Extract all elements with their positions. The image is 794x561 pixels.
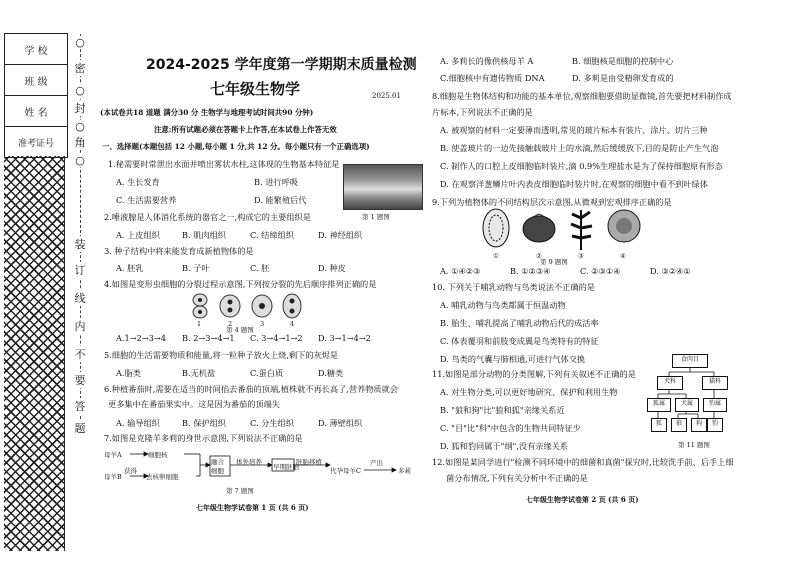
q4-caption: 第 4 题图 (226, 326, 254, 334)
fold-char: 装 (69, 236, 91, 252)
q9-option-c: C. ②③①④ (580, 266, 621, 276)
q7-fusion-2: 细胞 (211, 467, 224, 475)
q7-option-d: D. 多莉是由受精卵发育成的 (572, 73, 674, 83)
q8-option-c: C. 制作人的口腔上皮细胞临时装片,滴 0.9%生理盐水是为了保持细胞原有形态 (440, 161, 723, 171)
q3-option-c: C. 胚 (250, 263, 270, 273)
q9-option-b: B. ①②③④ (510, 266, 551, 276)
exam-info: (本试卷共18 道题 满分30 分 生物学与地理考试时间共90 分钟) (100, 108, 314, 117)
q9-option-a: A. ①④②③ (440, 266, 481, 276)
q2-option-c: C. 结缔组织 (250, 230, 294, 240)
class-field[interactable]: 班 级 (5, 65, 68, 96)
q7-option-b: B. 细胞核是细胞的控制中心 (572, 56, 674, 66)
q10-option-a: A. 哺乳动物与鸟类都属于恒温动物 (440, 300, 566, 310)
q6-option-d: D. 薄壁组织 (318, 418, 363, 428)
q7-early-embryo: 早期胚胎 (273, 463, 299, 471)
q4-stem: 4.如图是变形虫细胞的分裂过程示意图,下列按分裂的先后顺序排列正确的是 (104, 279, 377, 289)
tree-node-vulpes: 狐属 (647, 398, 671, 412)
tomato-plant-image (571, 210, 592, 250)
fold-char: 答 (69, 398, 91, 414)
q1-caption: 第 1 题图 (362, 213, 390, 221)
q5-option-a: A.脂类 (116, 368, 141, 378)
q8-option-a: A. 被观察的材料一定要薄而透明,常见的玻片标本有装片、涂片、切片三种 (440, 125, 708, 135)
fold-char: 不 (69, 346, 91, 362)
q9-label-1: ① (493, 252, 499, 260)
tree-node-panthera: 豹属 (703, 398, 727, 412)
tomato-fruit-image (523, 214, 555, 242)
q4-label-4: 4 (290, 320, 295, 328)
q4-label-2: 2 (228, 320, 233, 328)
q5-option-d: D.糖类 (318, 368, 344, 378)
q9-label-2: ② (536, 252, 542, 260)
tree-node-felidae: 猫科 (702, 376, 728, 390)
q7-enucleated-egg: 去核卵细胞 (146, 473, 179, 481)
q7-caption: 第 7 题图 (226, 487, 254, 495)
q6-option-b: B. 保护组织 (182, 418, 226, 428)
q10-option-b: B. 胎生、哺乳提高了哺乳动物后代的成活率 (440, 318, 599, 328)
q7-sheep-b: 母羊B (104, 473, 122, 481)
q7-embryo-transplant: 胚胎移植 (296, 458, 322, 466)
q5-option-c: C.蛋白质 (250, 368, 284, 378)
amoeba-3 (252, 295, 272, 317)
q7-option-a: A. 多莉长的像供核母羊 A (440, 56, 534, 66)
q1-option-a: A. 生长发育 (116, 177, 160, 187)
q3-option-d: D. 种皮 (318, 263, 346, 273)
q2-option-b: B. 肌肉组织 (182, 230, 226, 240)
q1-stem: 1.秘需要时常泄出水面并喷出雾状水柱,这体现的生物基本特征是 (108, 159, 340, 169)
q7-surrogate: 代孕母羊C (330, 467, 361, 475)
q7-stem: 7.如图是克隆羊多莉的身世示意图,下列说法不正确的是 (104, 433, 303, 443)
q9-structure-figure (476, 206, 646, 252)
cell-image (608, 210, 640, 242)
footer-page-2: 七年级生物学试卷第 2 页 (共 6 页) (526, 495, 639, 504)
q3-stem: 3. 种子结构中将来能发育成新植物体的是 (104, 246, 254, 256)
q6-stem: 6.种植番茄时,需要在适当的时间掐去番茄的顶端,植株就不再长高了,营养物质就会 (104, 384, 398, 394)
tree-node-canidae: 犬科 (657, 376, 683, 390)
q7-culture: 体外培养 (236, 458, 262, 466)
fold-char: 订 (69, 262, 91, 278)
seal-char: 角 (69, 134, 91, 150)
q2-option-a: A. 上皮组织 (116, 230, 160, 240)
q12-stem-cont: 菌分布情况,下列有关分析中不正确的是 (446, 473, 588, 483)
student-info-table (4, 33, 68, 158)
q7-birth: 产出 (370, 459, 383, 467)
q6-option-c: C. 分生组织 (250, 418, 294, 428)
exam-number-field[interactable]: 准考证号 (5, 127, 68, 158)
q9-label-4: ④ (620, 252, 626, 260)
exam-subject: 七年级生物学 (210, 80, 301, 98)
section-heading: 一、选择题(本题包括 12 小题,每小题 1 分,共 12 分。每小题只有一个正确选项) (102, 142, 370, 151)
tree-node-canis: 犬属 (675, 398, 699, 412)
q11-caption: 第 11 题图 (678, 441, 710, 449)
seal-char: ○ (69, 84, 91, 97)
seal-char: ○ (69, 120, 91, 133)
tree-leaf-fox: 狐 (651, 418, 667, 432)
amoeba-4 (283, 294, 301, 318)
q1-option-d: D. 能繁殖后代 (254, 195, 307, 205)
fold-char: 题 (69, 420, 91, 436)
q8-stem-cont: 片标本,下列说法不正确的是 (432, 107, 533, 117)
footer-page-1: 七年级生物学试卷第 1 页 (共 6 页) (196, 503, 309, 512)
exam-title: 2024-2025 学年度第一学期期末质量检测 (146, 57, 417, 73)
q7-obtain: 获得 (124, 467, 137, 475)
name-field[interactable]: 姓 名 (5, 96, 68, 127)
q4-option-c: C. 3→4→1→2 (250, 333, 303, 343)
q4-option-b: B. 2→3→4→1 (182, 333, 235, 343)
leaf-tissue-image (483, 209, 509, 247)
q1-option-c: C. 生活需要营养 (116, 195, 177, 205)
q7-dolly: 多莉 (398, 467, 411, 475)
lattice-pattern (4, 156, 65, 551)
q11-option-b: B. "狼和狗"比"狼和狐"亲缘关系近 (440, 405, 565, 415)
q10-stem: 10. 下列关于哺乳动物与鸟类说法不正确的是 (432, 282, 595, 292)
q9-label-3: ③ (578, 252, 584, 260)
amoeba-2 (220, 295, 240, 317)
q10-option-c: C. 体表覆羽和前肢变成翼是鸟类特有的特征 (440, 336, 599, 346)
q4-amoeba-figure (186, 290, 304, 322)
q11-option-d: D. 狐和豹同属于"纲",没有亲缘关系 (440, 441, 569, 451)
q1-option-b: B. 进行呼吸 (254, 177, 298, 187)
q4-label-3: 3 (260, 320, 265, 328)
seal-char: ○ (69, 154, 91, 167)
tree-leaf-dog: 狗 (691, 418, 707, 432)
q8-option-b: B. 使盖玻片的一边先接触载玻片上的水滴,然后缓缓放下,目的是防止产生气泡 (440, 143, 719, 153)
q10-option-d: D. 鸟类的气囊与肺相通,可进行气体交换 (440, 354, 586, 364)
q6-option-a: A. 输导组织 (116, 418, 160, 428)
q1-whale-photo (343, 164, 423, 210)
q4-option-a: A.1→2→3→4 (116, 333, 166, 343)
q2-option-d: D. 神经组织 (318, 230, 363, 240)
seal-char: ○ (69, 36, 91, 49)
q11-stem: 11.如图是部分动物的分类图解,下列有关叙述不正确的是 (432, 369, 636, 379)
q9-stem: 9.下列为植物体的不同结构层次示意图,从微观到宏观排序正确的是 (432, 197, 672, 207)
q3-option-a: A. 胚乳 (116, 263, 144, 273)
fold-char: 线 (69, 290, 91, 306)
q7-nucleus: 细胞核 (148, 451, 168, 459)
q4-label-1: 1 (197, 320, 202, 328)
tree-node-order: 食肉目 (672, 354, 708, 368)
exam-date: 2025.01 (372, 92, 401, 100)
q12-stem: 12.如图是某同学进行"检测不同环境中的细菌和真菌"探究时,比较洗手前、后手上细 (432, 457, 734, 467)
binding-strip (0, 0, 66, 561)
tree-leaf-wolf: 狼 (671, 418, 687, 432)
q5-stem: 5.细胞的生活需要物质和能量,将一粒种子放火上烧,剩下的灰烬是 (104, 350, 339, 360)
q9-caption: 第 9 题图 (540, 258, 568, 266)
q8-option-d: D. 在观察洋葱鳞片叶内表皮细胞临时装片时,在观察的细胞中看不到叶绿体 (440, 179, 708, 189)
q11-option-a: A. 对生物分类,可以更好地研究、保护和利用生物 (440, 387, 618, 397)
q5-option-b: B.无机盐 (182, 368, 216, 378)
q11-option-c: C. "目"比"科"中包含的生物共同特征少 (440, 423, 581, 433)
exam-note: 注意:所有试题必须在答题卡上作答,在本试卷上作答无效 (154, 125, 337, 134)
q2-stem: 2.唾液腺是人体消化系统的器官之一,构成它的主要组织是 (104, 212, 311, 222)
q3-option-b: B. 子叶 (182, 263, 210, 273)
tree-leaf-leopard: 豹 (707, 418, 723, 432)
school-field[interactable]: 学 校 (5, 34, 68, 65)
q4-option-d: D. 3→1→4→2 (318, 333, 371, 343)
fold-char: 内 (69, 318, 91, 334)
amoeba-1 (193, 294, 207, 318)
q7-sheep-a: 母羊A (104, 451, 122, 459)
q9-option-d: D. ③②④① (650, 266, 691, 276)
seal-char: 封 (69, 100, 91, 116)
seal-char: 密 (69, 60, 91, 76)
q8-stem: 8.细胞是生物体结构和功能的基本单位,观察细胞要借助显微镜,首先要把材料制作成 (432, 91, 732, 101)
fold-char: 要 (69, 372, 91, 388)
q7-fusion-1: 融合 (211, 458, 224, 466)
q7-option-c: C.细胞核中有遗传物质 DNA (440, 73, 545, 83)
q6-stem-cont: 更多集中在番茄果实中。这是因为番茄的顶端失 (108, 399, 280, 409)
